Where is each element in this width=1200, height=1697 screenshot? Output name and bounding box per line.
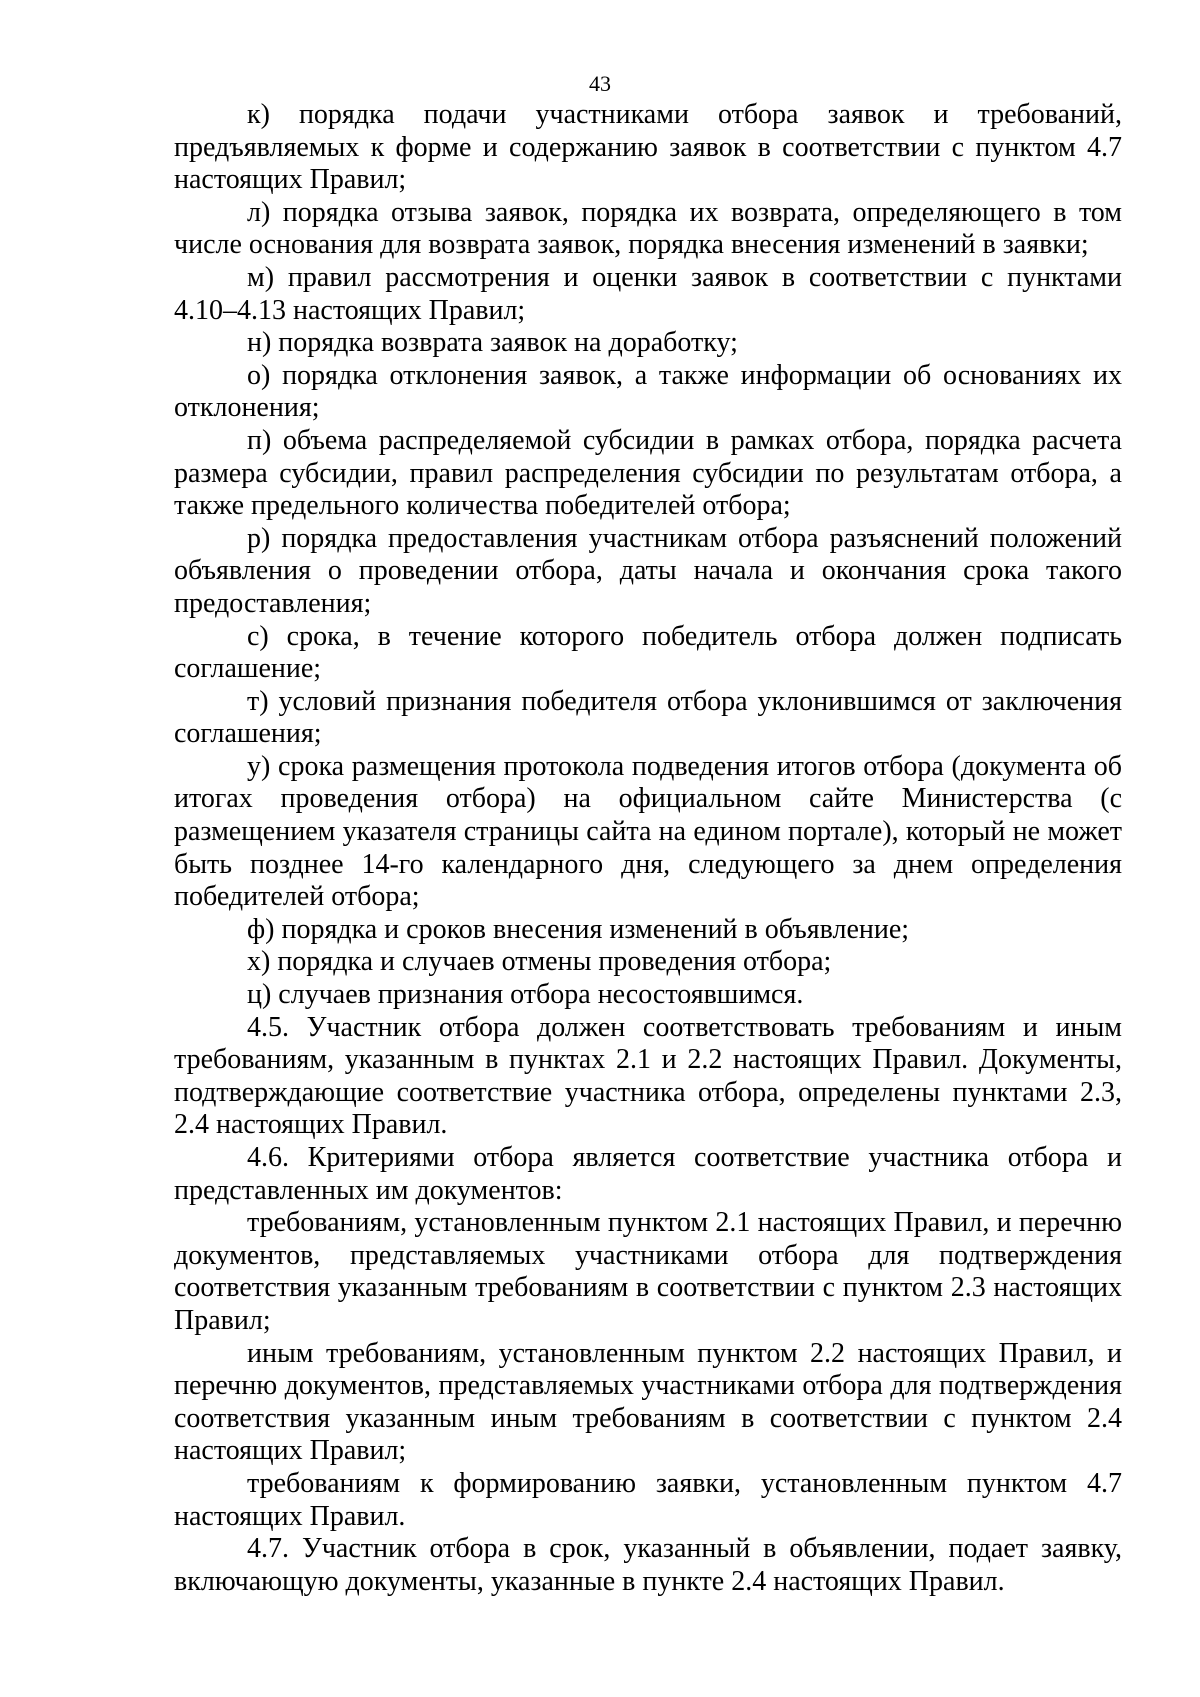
criterion-2-1: требованиям, установленным пунктом 2.1 настоящих Правил, и перечню документов, представляемых участниками отбора для подтверждения соответствия указанным требованиям в соответствии с пунктом 2.3 настоящих Правил; — [174, 1207, 1122, 1336]
paragraph-o: о) порядка отклонения заявок, а также информации об основаниях их отклонения; — [174, 359, 1122, 424]
paragraph-m: м) правил рассмотрения и оценки заявок в соответствии с пунктами 4.10–4.13 настоящих Правил; — [174, 261, 1122, 326]
section-4-6: 4.6. Критериями отбора является соответствие участника отбора и представленных им документов: — [174, 1142, 1122, 1206]
criterion-4-7: требованиям к формированию заявки, установленным пунктом 4.7 настоящих Правил. — [174, 1467, 1122, 1532]
paragraph-n: н) порядка возврата заявок на доработку; — [247, 327, 738, 359]
document-body — [174, 99, 1122, 1598]
criterion-2-2: иным требованиям, установленным пунктом 2.2 настоящих Правил, и перечню документов, представляемых участниками отбора для подтверждения соответствия указанным иным требованиям в соответствии с пунктом 2.4 настоящих Правил; — [174, 1337, 1122, 1467]
paragraph-s: с) срока, в течение которого победитель отбора должен подписать соглашение; — [174, 620, 1122, 685]
paragraph-ts: ц) случаев признания отбора несостоявшимся. — [247, 979, 804, 1011]
paragraph-kh: х) порядка и случаев отмены проведения отбора; — [247, 946, 832, 978]
section-4-7: 4.7. Участник отбора в срок, указанный в объявлении, подает заявку, включающую документы, указанные в пункте 2.4 настоящих Правил. — [174, 1533, 1122, 1597]
paragraph-f: ф) порядка и сроков внесения изменений в объявление; — [247, 913, 910, 945]
paragraph-u: у) срока размещения протокола подведения итогов отбора (документа об итогах проведения отбора) на официальном сайте Министерства (с размещением указателя страницы сайта на едином портале), который не может быть позднее 14-го календарного дня, следующего за днем определения победителей отбора; — [174, 750, 1122, 913]
paragraph-p: п) объема распределяемой субсидии в рамках отбора, порядка расчета размера субсидии, правил распределения субсидии по результатам отбора, а также предельного количества победителей отбора; — [174, 424, 1122, 522]
page-number: 43 — [589, 71, 611, 96]
paragraph-r: р) порядка предоставления участникам отбора разъяснений положений объявления о проведении отбора, даты начала и окончания срока такого предоставления; — [174, 522, 1122, 619]
paragraph-t: т) условий признания победителя отбора уклонившимся от заключения соглашения; — [174, 685, 1122, 750]
section-4-5: 4.5. Участник отбора должен соответствовать требованиям и иным требованиям, указанным в пунктах 2.1 и 2.2 настоящих Правил. Документы, подтверждающие соответствие участника отбора, определены пунктами 2.3, 2.4 настоящих Правил. — [174, 1011, 1122, 1141]
paragraph-k: к) порядка подачи участниками отбора заявок и требований, предъявляемых к форме и содержанию заявок в соответствии с пунктом 4.7 настоящих Правил; — [174, 99, 1122, 196]
paragraph-l: л) порядка отзыва заявок, порядка их возврата, определяющего в том числе основания для возврата заявок, порядка внесения изменений в заявки; — [174, 196, 1122, 261]
